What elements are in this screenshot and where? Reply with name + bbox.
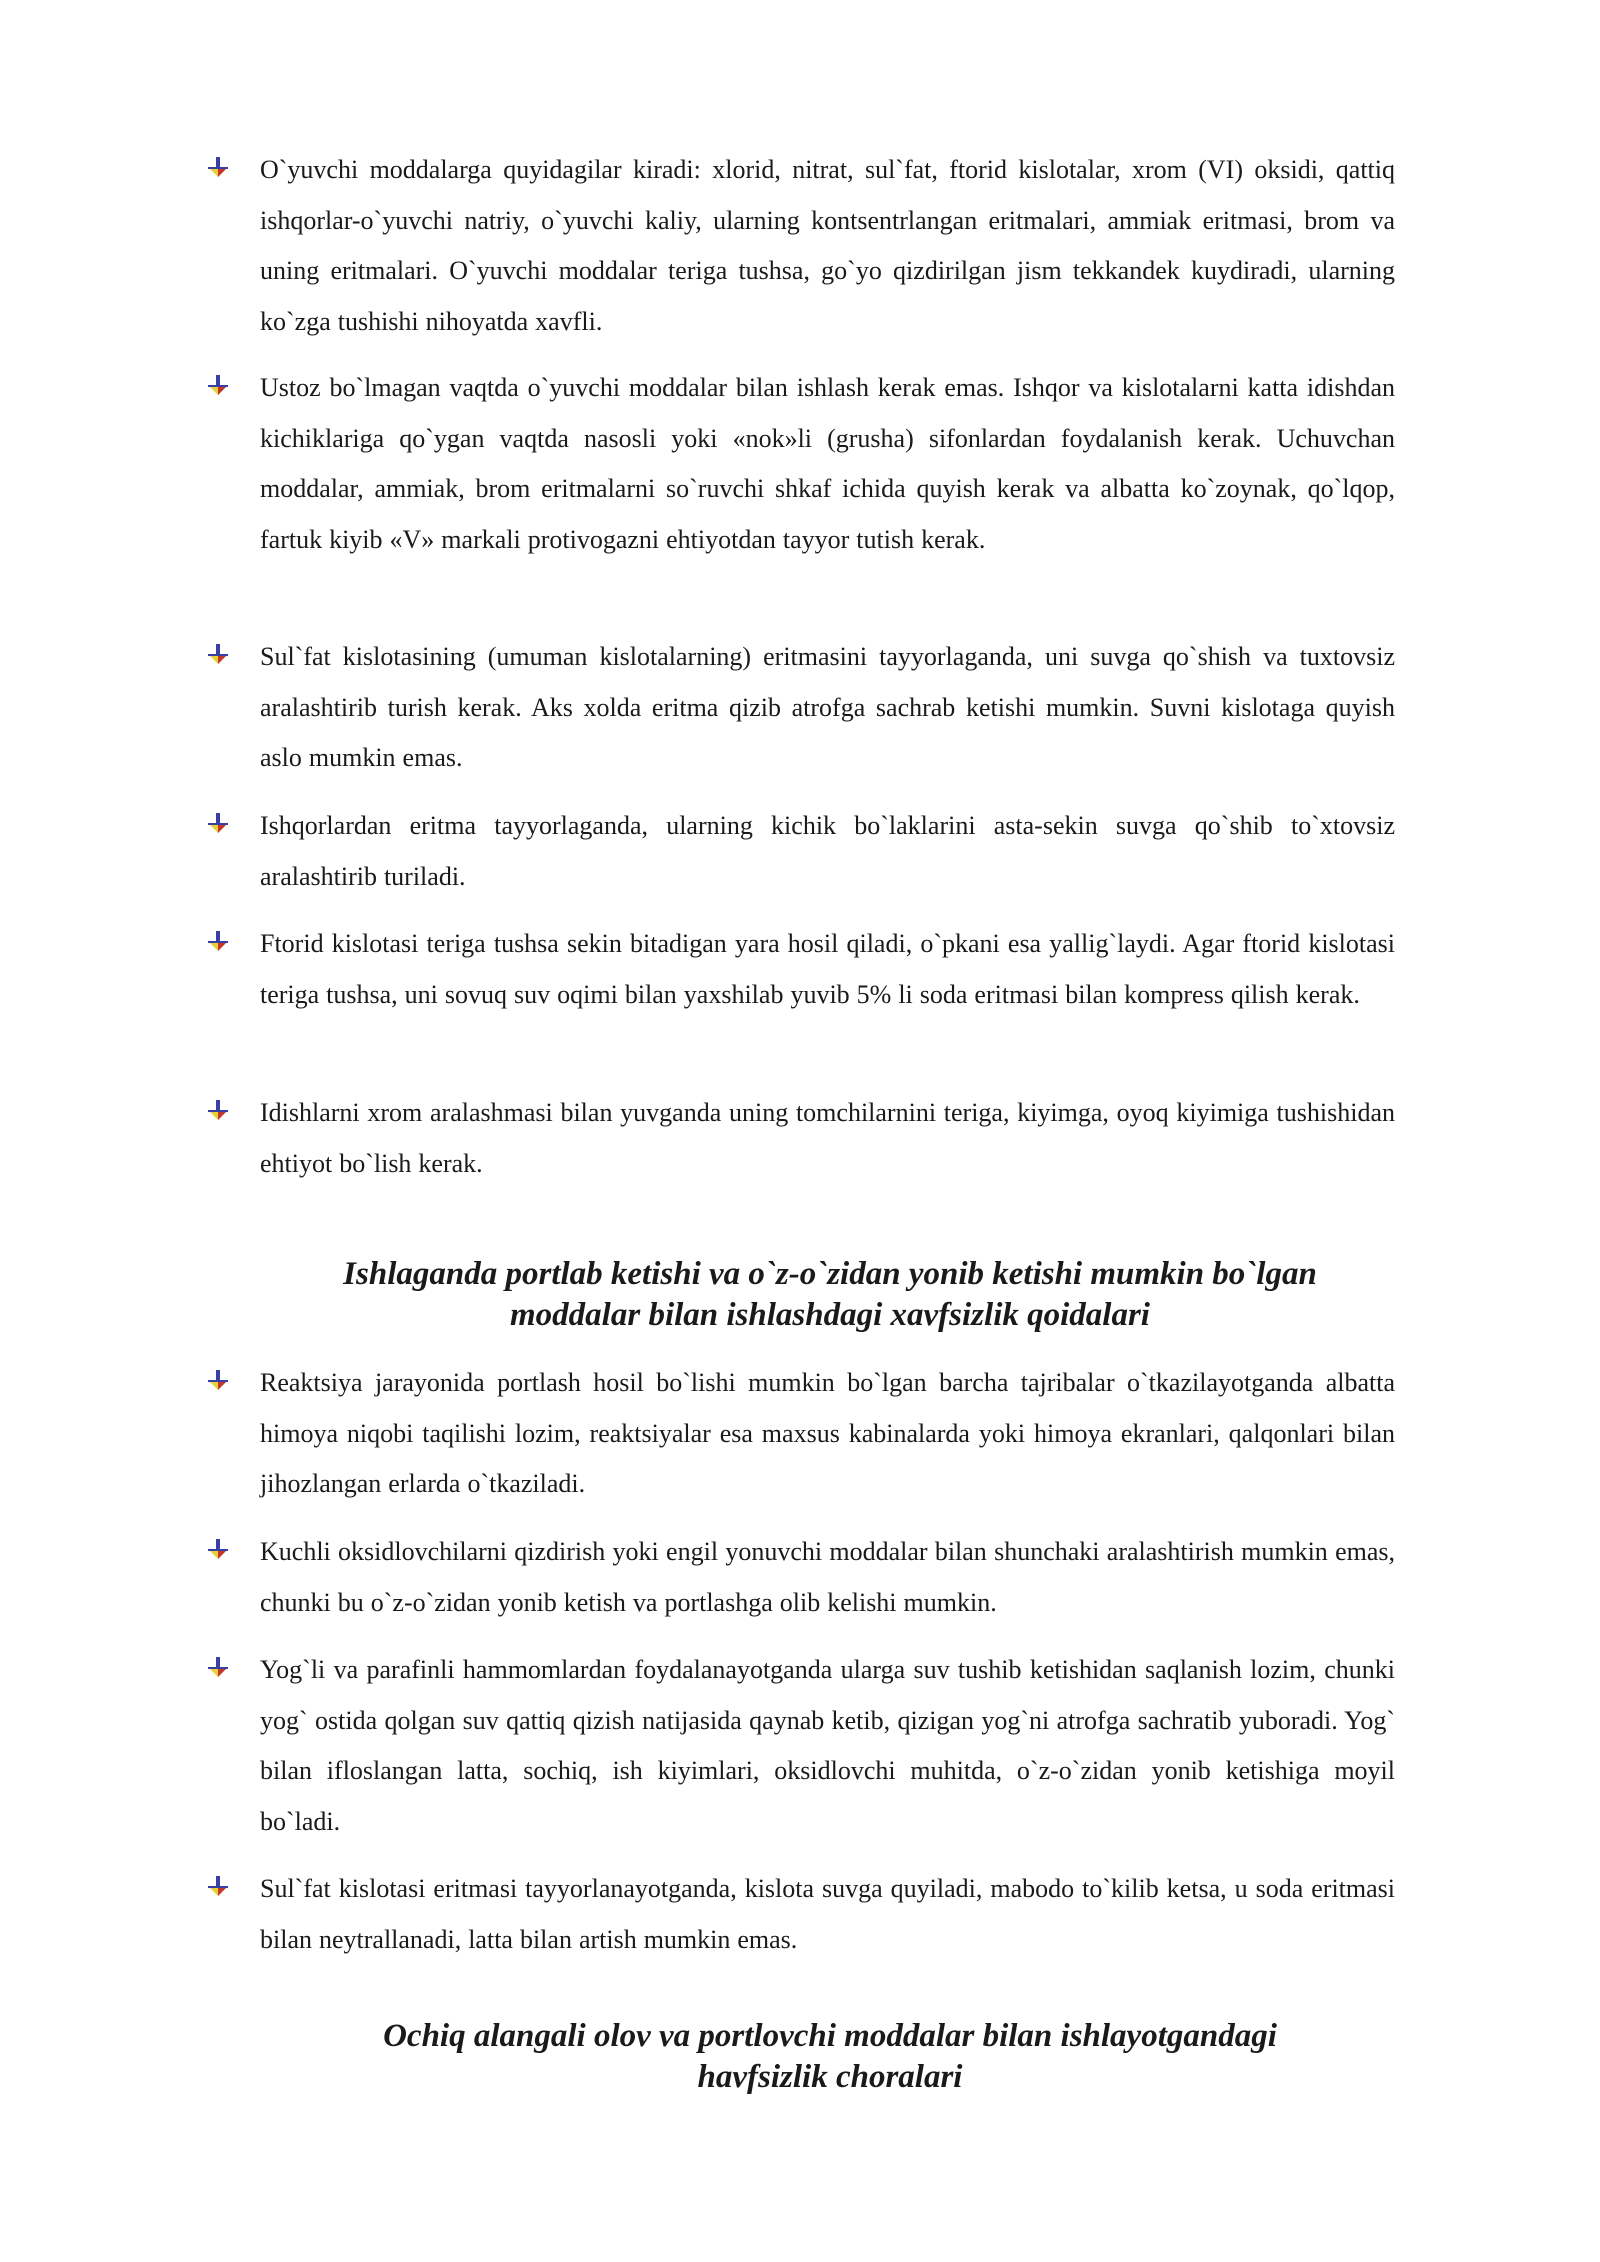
arrow-down-bullet-icon [205, 373, 231, 399]
list-item-text: Reaktsiya jarayonida portlash hosil bo`lishi mumkin bo`lgan barcha tajribalar o`tkazilayotganda albatta himoya niqobi taqilishi lozim, reaktsiyalar esa maxsus kabinalarda yoki himoya ekranlari, qalqonlari bilan jihozlangan erlarda o`tkaziladi. [260, 1368, 1395, 1498]
list-item [205, 1358, 1395, 1510]
list-item-text: Ustoz bo`lmagan vaqtda o`yuvchi moddalar bilan ishlash kerak emas. Ishqor va kislotalarni katta idishdan kichiklariga qo`ygan vaqtda nasosli yoki «nok»li (grusha) sifonlardan foydalanish kerak. Uchuvchan moddalar, ammiak, brom eritmalarni so`ruvchi shkaf ichida quyish kerak va albatta ko`zoynak, qo`lqop, fartuk kiyib «V» markali protivogazni ehtiyotdan tayyor tutish kerak. [260, 373, 1395, 554]
arrow-down-bullet-icon [205, 1537, 231, 1563]
arrow-down-bullet-icon [205, 929, 231, 955]
section-heading [240, 1254, 1420, 1336]
list-item [205, 919, 1395, 1020]
arrow-down-bullet-icon [205, 1368, 231, 1394]
list-item [205, 1864, 1395, 1965]
section-heading-line: moddalar bilan ishlashdagi xavfsizlik qoidalari [510, 1297, 1150, 1333]
list-item [205, 1088, 1395, 1189]
arrow-down-bullet-icon [205, 1098, 231, 1124]
list-item [205, 145, 1395, 347]
list-item [205, 363, 1395, 565]
list-item [205, 1527, 1395, 1628]
section-heading-line: Ishlaganda portlab ketishi va o`z-o`zidan yonib ketishi mumkin bo`lgan [343, 1256, 1317, 1292]
list-item-text: Idishlarni xrom aralashmasi bilan yuvganda uning tomchilarnini teriga, kiyimga, oyoq kiyimiga tushishidan ehtiyot bo`lish kerak. [260, 1098, 1395, 1178]
list-item [205, 801, 1395, 902]
list-item-text: Ishqorlardan eritma tayyorlaganda, ularning kichik bo`laklarini asta-sekin suvga qo`shib to`xtovsiz aralashtirib turiladi. [260, 811, 1395, 891]
list-item-text: Kuchli oksidlovchilarni qizdirish yoki engil yonuvchi moddalar bilan shunchaki aralashtirish mumkin emas, chunki bu o`z-o`zidan yonib ketish va portlashga olib kelishi mumkin. [260, 1537, 1395, 1617]
list-item [205, 632, 1395, 784]
arrow-down-bullet-icon [205, 1655, 231, 1681]
section-heading-line: Ochiq alangali olov va portlovchi moddalar bilan ishlayotgandagi [383, 2018, 1277, 2054]
list-item-text: O`yuvchi moddalarga quyidagilar kiradi: xlorid, nitrat, sul`fat, ftorid kislotalar, xrom (VI) oksidi, qattiq ishqorlar-o`yuvchi natriy, o`yuvchi kaliy, ularning kontsentrlangan eritmalari, ammiak eritmasi, brom va uning eritmalari. O`yuvchi moddalar teriga tushsa, go`yo qizdirilgan jism tekkandek kuydiradi, ularning ko`zga tushishi nihoyatda xavfli. [260, 155, 1395, 336]
list-item-text: Ftorid kislotasi teriga tushsa sekin bitadigan yara hosil qiladi, o`pkani esa yallig`laydi. Agar ftorid kislotasi teriga tushsa, uni sovuq suv oqimi bilan yaxshilab yuvib 5% li soda eritmasi bilan kompress qilish kerak. [260, 929, 1395, 1009]
arrow-down-bullet-icon [205, 155, 231, 181]
list-item-text: Yog`li va parafinli hammomlardan foydalanayotganda ularga suv tushib ketishidan saqlanish lozim, chunki yog` ostida qolgan suv qattiq qizish natijasida qaynab ketib, qizigan yog`ni atrofga sachratib yuboradi. Yog` bilan ifloslangan latta, sochiq, ish kiyimlari, oksidlovchi muhitda, o`z-o`zidan yonib ketishiga moyil bo`ladi. [260, 1655, 1395, 1836]
list-item [205, 1645, 1395, 1847]
arrow-down-bullet-icon [205, 811, 231, 837]
list-item-text: Sul`fat kislotasining (umuman kislotalarning) eritmasini tayyorlaganda, uni suvga qo`shish va tuxtovsiz aralashtirib turish kerak. Aks xolda eritma qizib atrofga sachrab ketishi mumkin. Suvni kislotaga quyish aslo mumkin emas. [260, 642, 1395, 772]
arrow-down-bullet-icon [205, 1874, 231, 1900]
arrow-down-bullet-icon [205, 642, 231, 668]
section-heading [240, 2016, 1420, 2098]
section-heading-line: havfsizlik choralari [697, 2059, 963, 2095]
list-item-text: Sul`fat kislotasi eritmasi tayyorlanayotganda, kislota suvga quyiladi, mabodo to`kilib ketsa, u soda eritmasi bilan neytrallanadi, latta bilan artish mumkin emas. [260, 1874, 1395, 1954]
